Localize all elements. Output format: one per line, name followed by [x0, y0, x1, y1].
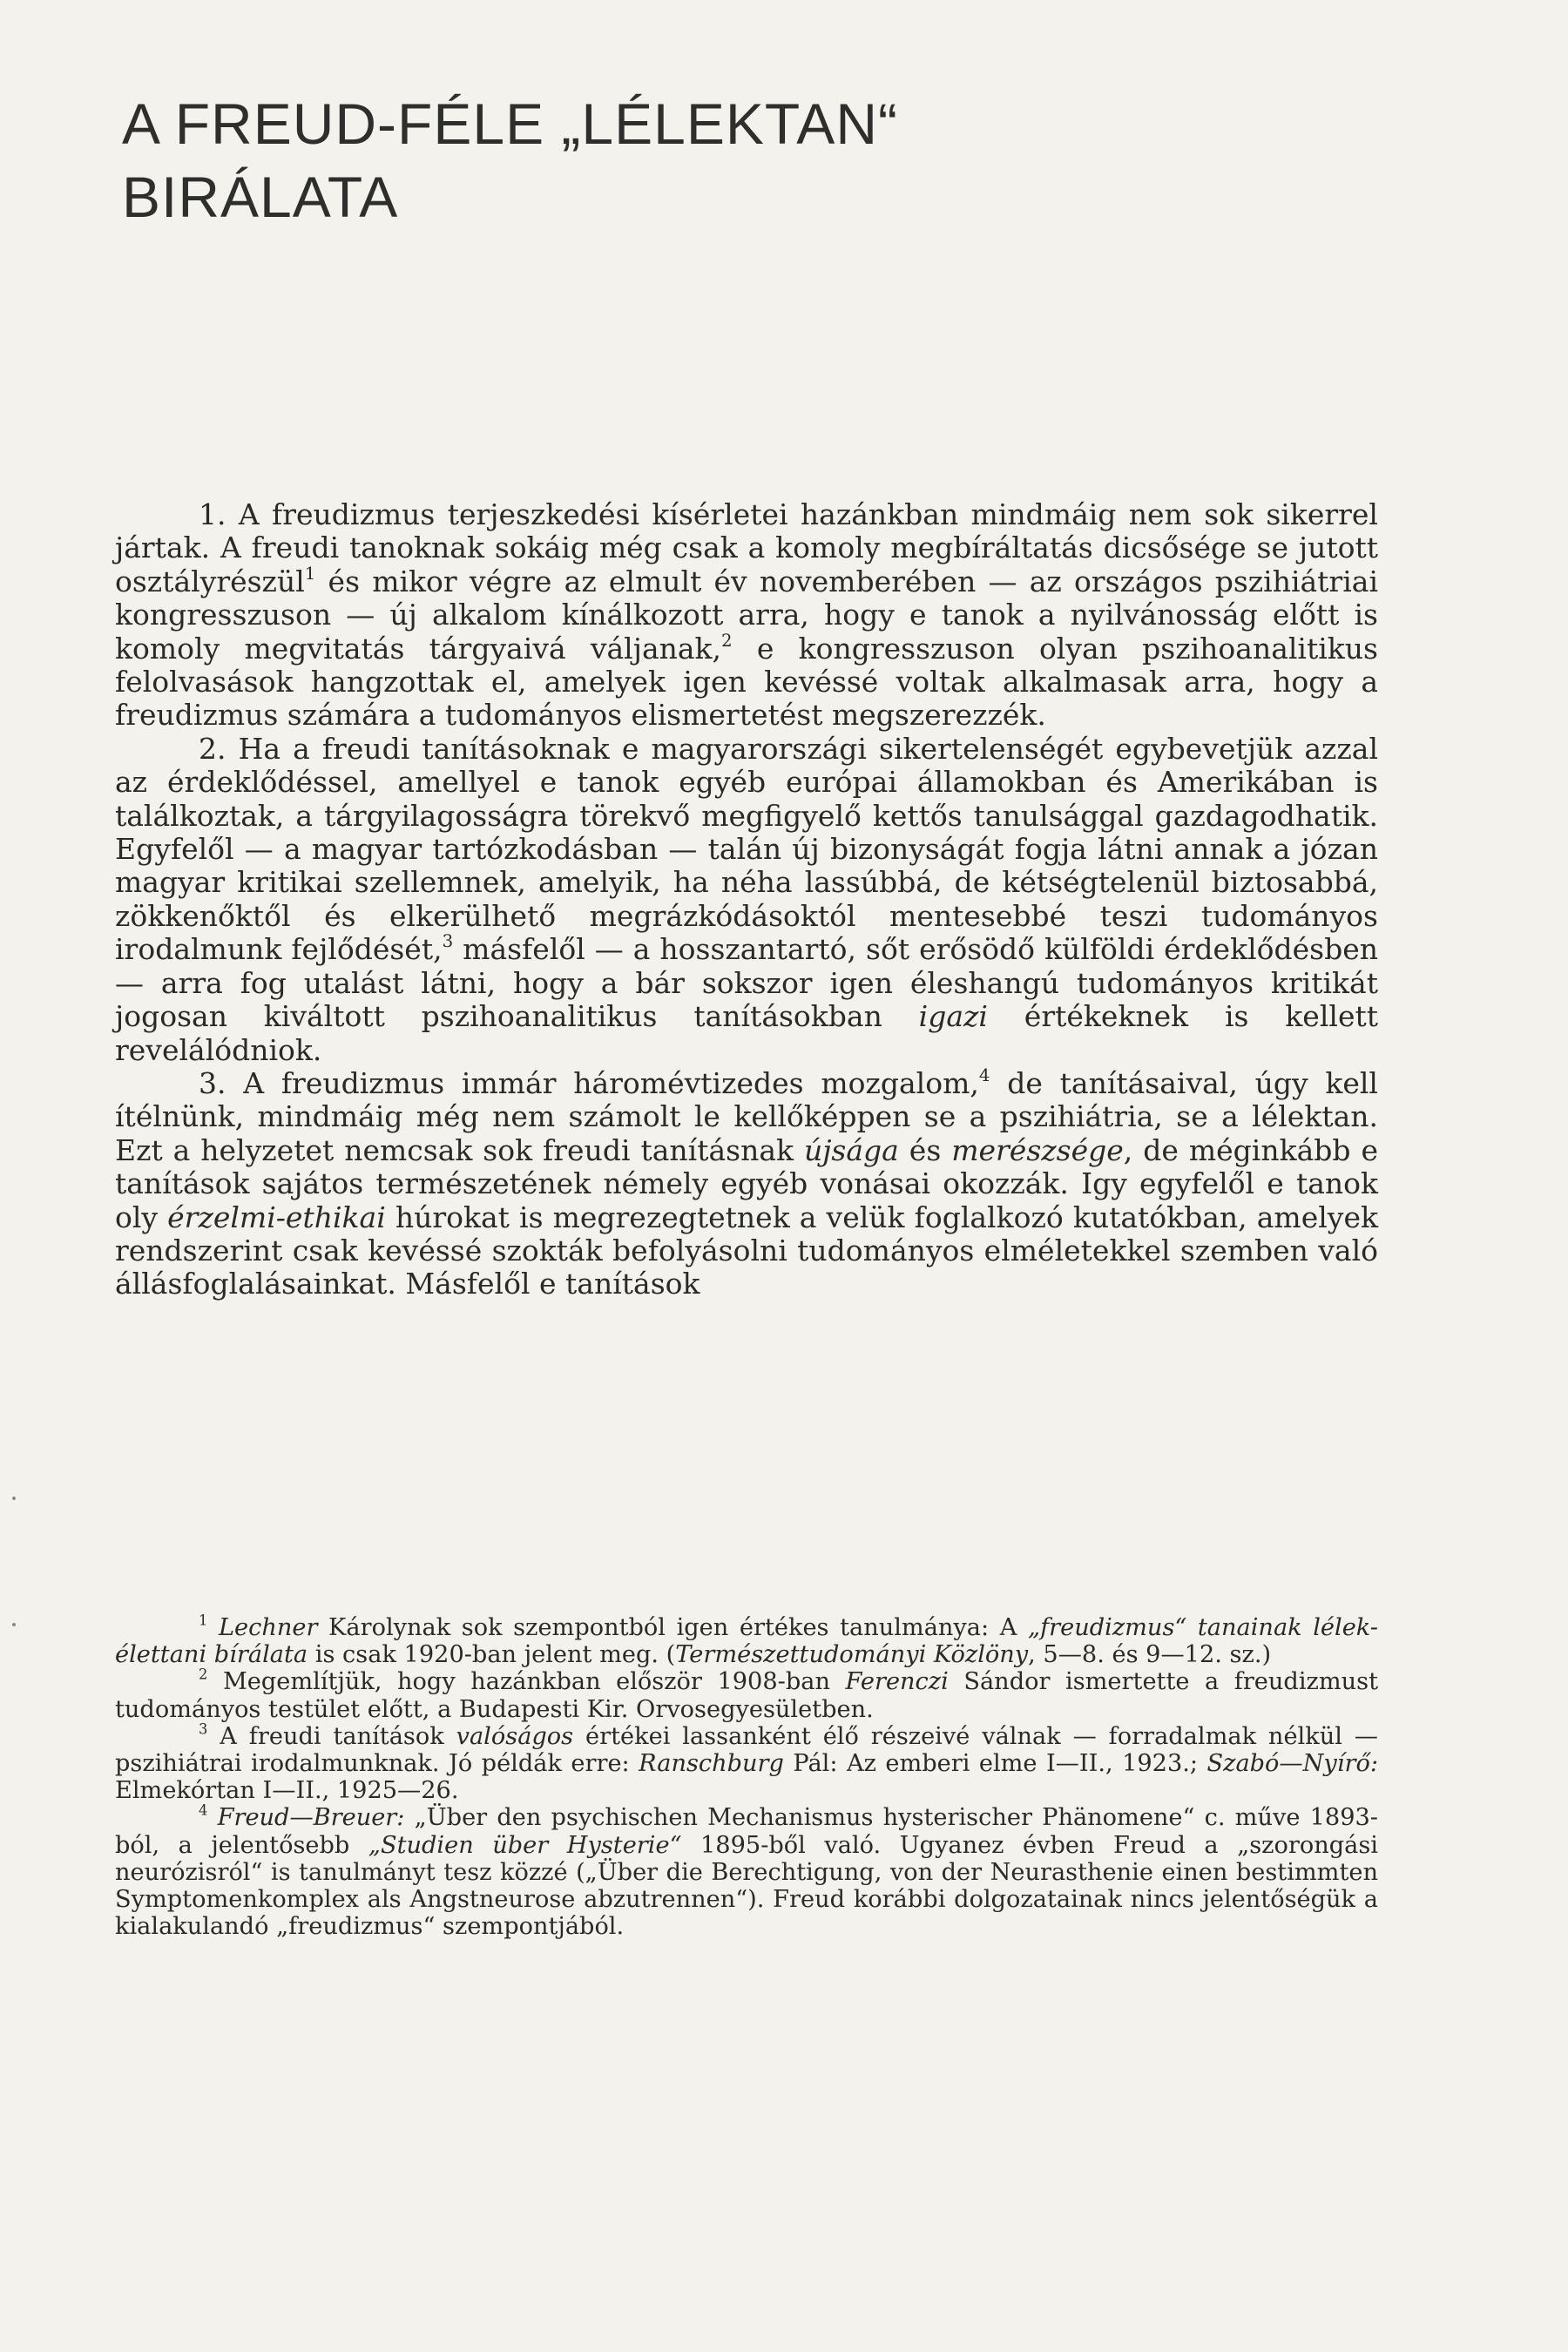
footnotes	[115, 1614, 1378, 1940]
italic-text: Freud—Breuer:	[217, 1804, 405, 1832]
paragraph-text: A freudizmus immár háromévtizedes mozgalom,$^4$ de tanításaival, úgy kell ítélnünk, mindmáig még nem számolt le kellőképpen se a pszihiátria, se a lélektan. Ezt a helyzetet nemcsak sok freudi tanításnak újsága és merészsége, de méginkább e tanítások sajátos természetének némely egyéb vonásai okozzák. Igy egyfelől e tanok oly érzelmi-ethikai húrokat is megrezegtetnek a velük foglalkozó kutatókban, amelyek rendszerint csak kevéssé szokták befolyásolni tudományos elméletekkel szemben való állásfoglalásainkat. Másfelől e tanítások	[115, 1065, 1378, 1301]
italic-text: merészsége	[951, 1132, 1124, 1167]
scan-speck	[12, 1623, 16, 1626]
paragraph-number: 2.	[199, 731, 226, 766]
footnote-3	[115, 1720, 1378, 1805]
paragraph-text: A freudizmus terjeszkedési kísérletei hazánkban mindmáig nem sok sikerrel jártak. A freudi tanoknak sokáig még csak a komoly megbíráltatás dicsősége se jutott osztályrészül$^1$ és mikor végre az elmult év novemberében — az országos pszihiátriai kongresszuson — új alkalom kínálkozott arra, hogy e tanok a nyilvánosság előtt is komoly megvitatás tárgyaivá váljanak,$^2$ e kongresszuson olyan pszihoanalitikus felolvasások hangzottak el, amelyek igen kevéssé voltak alkalmasak arra, hogy a freudizmus számára a tudományos elismertetést megszerezzék.	[115, 497, 1378, 733]
footnote-mark: 2	[199, 1666, 208, 1683]
footnote-text: A freudi tanítások valóságos értékei lassanként élő részeivé válnak — forradalmak nélkül — pszihiátrai irodalmunknak. Jó példák erre: Ranschburg Pál: Az emberi elme I—II., 1923.; Szabó—Nyírő: Elmekórtan I—II., 1925—26.	[115, 1722, 1378, 1805]
footnote-text: Megemlítjük, hogy hazánkban először 1908-ban Ferenczi Sándor ismertette a freudizmust tudományos testület előtt, a Budapesti Kir. Orvosegyesületben.	[115, 1668, 1379, 1723]
italic-text: Természettudományi Közlöny	[675, 1641, 1029, 1669]
footnote-text: Freud—Breuer: „Über den psychischen Mechanismus hysterischer Phänomene“ c. műve 1893-ból, a jelentősebb „Studien über Hysterie“ 1895-ből való. Ugyanez évben Freud a „szorongási neurózisról“ is tanulmányt tesz közzé („Über die Berechtigung, von der Neurasthenie einen bestimmten Symptomenkomplex als Angstneurose abzutrennen“). Freud korábbi dolgozatainak nincs jelentőségük a kialakulandó „freudizmus“ szempontjából.	[115, 1804, 1379, 1941]
paragraph-3	[115, 1067, 1378, 1301]
footnote-mark: 4	[199, 1802, 208, 1819]
title-line-1: A FREUD-FÉLE „LÉLEKTAN“	[122, 91, 898, 156]
paragraph-number: 3.	[199, 1065, 226, 1100]
article-title	[122, 87, 898, 233]
italic-text: Szabó—Nyírő:	[1206, 1750, 1378, 1778]
footnote-ref: 4	[978, 1065, 990, 1086]
footnote-mark: 3	[199, 1720, 208, 1738]
italic-text: Lechner	[218, 1614, 318, 1641]
italic-text: igazi	[918, 999, 988, 1034]
footnote-2	[115, 1668, 1378, 1722]
paragraph-2	[115, 733, 1378, 1067]
scan-speck	[12, 1497, 16, 1500]
italic-text: „freudizmus“ tanainak lélek-élettani bírálata	[115, 1614, 1378, 1669]
paragraph-text: Ha a freudi tanításoknak e magyarországi sikertelenségét egybevetjük azzal az érdeklődéssel, amellyel e tanok egyéb európai államokban és Amerikában is találkoztak, a tárgyilagosságra törekvő megfigyelő kettős tanulsággal gazdagodhatik. Egyfelől — a magyar tartózkodásban — talán új bizonyságát fogja látni annak a józan magyar kritikai szellemnek, amelyik, ha néha lassúbbá, de kétségtelenül biztosabbá, zökkenőktől és elkerülhető megrázkódásoktól mentesebbé teszi tudományos irodalmunk fejlődését,$^3$ másfelől — a hosszantartó, sőt erősödő külföldi érdeklődésben — arra fog utalást látni, hogy a bár sokszor igen éleshangú tudományos kritikát jogosan kiváltott pszihoanalitikus tanításokban igazi értékeknek is kellett revelálódniok.	[115, 731, 1378, 1067]
italic-text: „Studien über Hysterie“	[368, 1831, 682, 1859]
italic-text: Ferenczi	[845, 1668, 949, 1696]
footnote-ref: 3	[442, 931, 454, 952]
italic-text: érzelmi-ethikai	[167, 1200, 386, 1234]
italic-text: újsága	[803, 1132, 899, 1167]
article-body	[115, 498, 1378, 1301]
title-line-2: BIRÁLATA	[122, 165, 399, 229]
footnote-4	[115, 1804, 1378, 1940]
footnote-ref: 1	[304, 563, 316, 584]
paragraph-number: 1.	[199, 497, 226, 531]
footnote-text: Lechner Károlynak sok szempontból igen értékes tanulmánya: A „freudizmus“ tanainak lélek-élettani bírálata is csak 1920-ban jelent meg. (Természettudományi Közlöny, 5—8. és 9—12. sz.)	[115, 1614, 1378, 1669]
footnote-mark: 1	[199, 1612, 208, 1629]
italic-text: Ranschburg	[639, 1750, 784, 1778]
footnote-1	[115, 1614, 1378, 1668]
footnote-ref: 2	[721, 630, 733, 651]
italic-text: valóságos	[456, 1722, 574, 1750]
paragraph-1	[115, 498, 1378, 733]
